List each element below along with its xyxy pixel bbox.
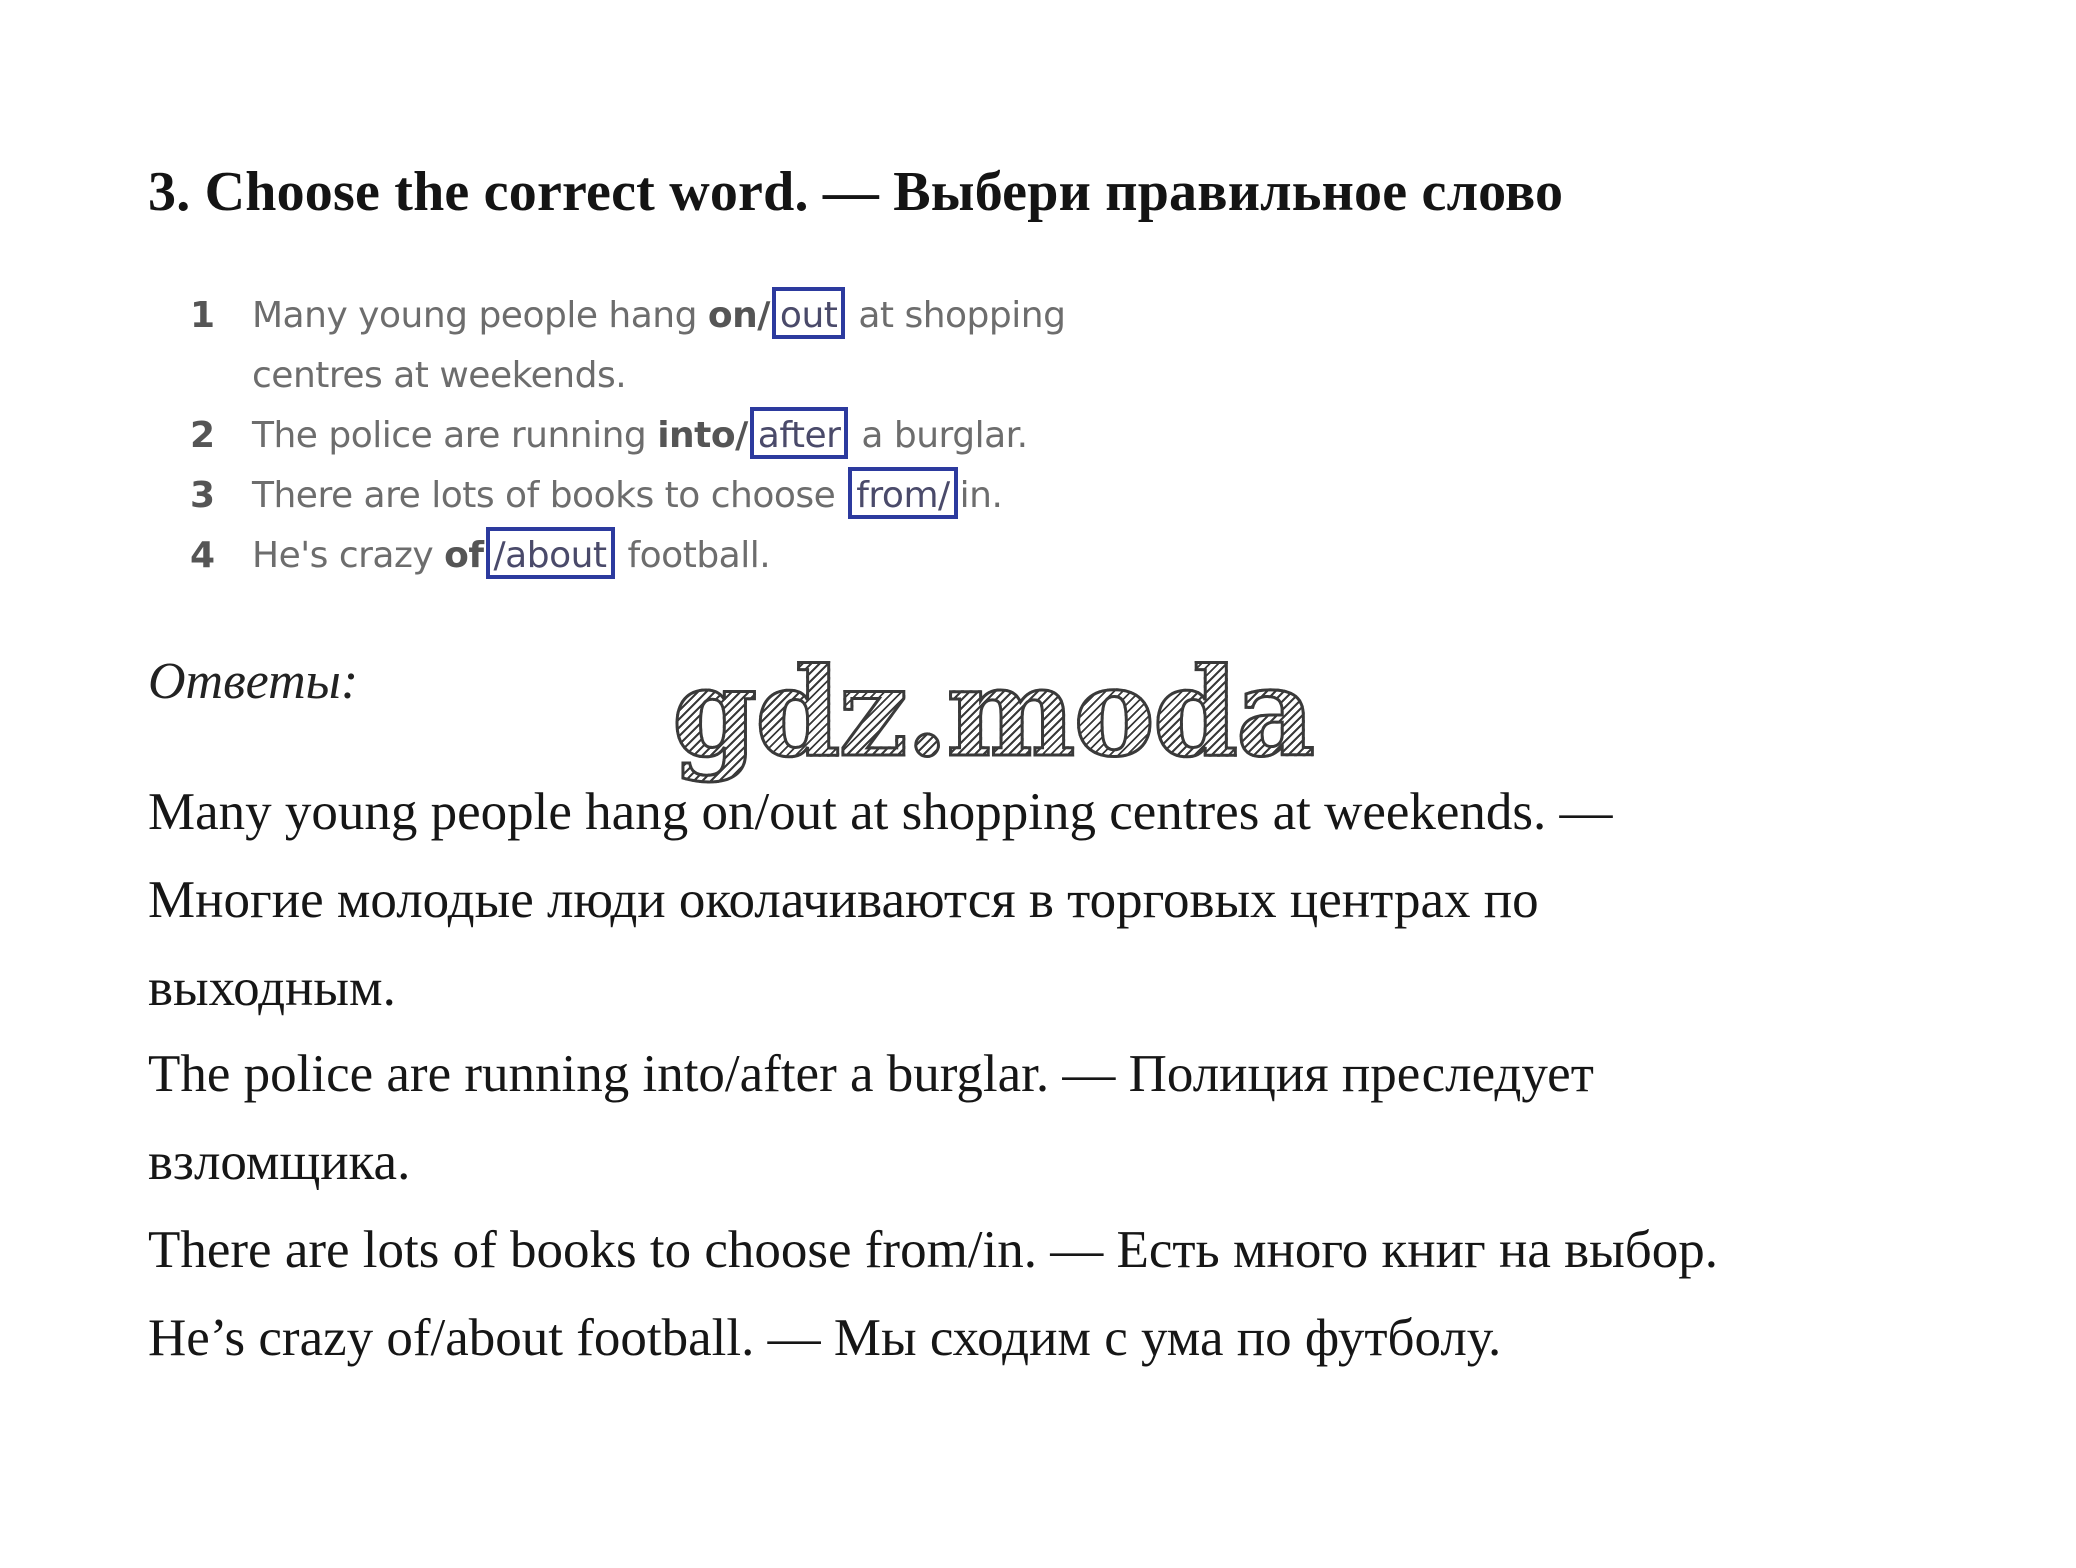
text-before: There are lots of books to choose bbox=[252, 475, 847, 516]
item-text: centres at weekends. bbox=[252, 355, 627, 396]
exercise-title: 3. Choose the correct word. — Выбери правильное слово bbox=[148, 161, 1564, 223]
item-text bbox=[252, 526, 770, 586]
answers-label: Ответы: bbox=[148, 653, 359, 710]
item-text bbox=[252, 406, 1028, 466]
boxed-answer: from/ bbox=[848, 467, 957, 519]
answer-line: There are lots of books to choose from/in. — Есть много книг на выбор. bbox=[148, 1221, 1718, 1279]
text-after: in. bbox=[959, 475, 1003, 516]
option-a: of bbox=[444, 535, 484, 576]
boxed-answer: after bbox=[750, 407, 849, 459]
option-a: into/ bbox=[657, 415, 748, 456]
answer-line: Many young people hang on/out at shopping centres at weekends. — bbox=[148, 783, 1613, 841]
text-after: a burglar. bbox=[850, 415, 1028, 456]
boxed-answer: out bbox=[772, 287, 845, 339]
answer-line: He’s crazy of/about football. — Мы сходим с ума по футболу. bbox=[148, 1309, 1502, 1367]
item-text bbox=[252, 286, 1065, 346]
watermark-logo: gdz.moda bbox=[672, 640, 1314, 784]
boxed-answer: /about bbox=[486, 527, 615, 579]
answer-line: выходным. bbox=[148, 959, 396, 1017]
text-after: football. bbox=[616, 535, 771, 576]
answer-line: The police are running into/after a burglar. — Полиция преследует bbox=[148, 1045, 1594, 1103]
answer-line: Многие молодые люди околачиваются в торговых центрах по bbox=[148, 871, 1539, 929]
item-number: 3 bbox=[190, 475, 216, 516]
text-before: He's crazy bbox=[252, 535, 445, 576]
item-text bbox=[252, 466, 1002, 526]
text-after: at shopping bbox=[847, 295, 1066, 336]
answer-line: взломщика. bbox=[148, 1133, 411, 1191]
item-number: 2 bbox=[190, 415, 216, 456]
item-number: 1 bbox=[190, 295, 216, 336]
option-a: on/ bbox=[707, 295, 770, 336]
text-before: Many young people hang bbox=[252, 295, 708, 336]
item-number: 4 bbox=[190, 535, 216, 576]
text-before: The police are running bbox=[252, 415, 658, 456]
